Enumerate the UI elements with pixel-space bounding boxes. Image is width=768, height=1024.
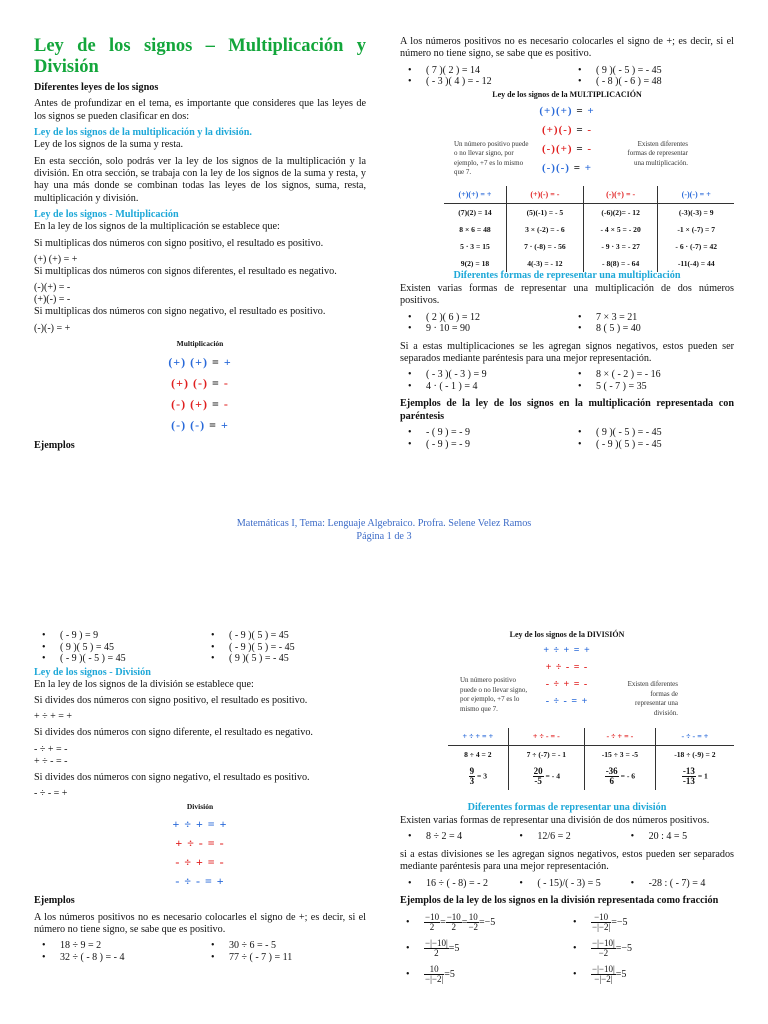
- table-header: (-)(+) = -: [583, 186, 658, 204]
- list-item: • ( 9 )( 5 ) = - 45: [203, 653, 366, 665]
- table-header: - ÷ + = -: [584, 728, 655, 746]
- mult-figure-row: (-) (+) = -: [171, 396, 229, 411]
- div-table-rules: [532, 642, 602, 710]
- page1-right-column: [400, 0, 734, 456]
- forms-list: [400, 312, 734, 335]
- frac-examples-list: [400, 912, 734, 986]
- page-gap: [0, 560, 768, 624]
- list-item: • $\frac{-10}{-|-2|}$ =−5: [567, 912, 734, 934]
- page1-left-column: [34, 0, 366, 456]
- mult-neg-text: Si multiplicas dos números con signo negativo, el resultado es positivo.: [34, 306, 326, 318]
- examples-heading: Ejemplos: [34, 439, 75, 451]
- section-paragraph: En esta sección, solo podrás ver la ley de los signos de la multiplicación y la división. En otra sección, se trabaja con la ley de los signos de la suma y resta, y hay una más donde se combinan todas las leyes de los signos, suma, resta, multiplicación y división.: [34, 155, 366, 204]
- list-item: • $\frac{10}{-|-2|}$ =5: [400, 964, 567, 986]
- mult-figure-row: (+) (+) = +: [168, 354, 232, 369]
- mult-positive-text: Si multiplicas dos números con signo positivo, el resultado es positivo.: [34, 237, 324, 249]
- rule-neg-neg: (-)(-) = +: [34, 322, 71, 334]
- table-header: (-)(-) = +: [658, 186, 734, 204]
- list-item: • 5 ( - 7 ) = 35: [570, 381, 734, 393]
- div-note-right: Existen diferentes formas de representar una división.: [627, 680, 678, 717]
- div-table-title: Ley de los signos de la DIVISIÓN: [509, 630, 625, 639]
- list-item: • -28 : ( - 7) = 4: [623, 878, 734, 890]
- div-figure-row: - ÷ - = +: [175, 874, 225, 889]
- div-figure-title: División: [186, 802, 214, 812]
- forms-heading: Diferentes formas de representar una multiplicación: [453, 269, 681, 281]
- table-header: (+)(-) = -: [506, 186, 583, 204]
- rule-neg-pos: (-)(+) = -: [34, 282, 71, 294]
- intro-paragraph: Antes de profundizar en el tema, es importante que consideres que las leyes de los signos se pueden clasificar en dos:: [34, 98, 366, 122]
- paren-list: [400, 427, 734, 450]
- div-table-rule: - ÷ - = +: [545, 696, 589, 707]
- list-item: • 4 · ( - 1 ) = 4: [400, 381, 564, 393]
- list-item: • 77 ÷ ( - 7 ) = 11: [203, 952, 366, 964]
- div-rule-pos-neg: + ÷ - = -: [34, 755, 68, 767]
- table-header: + ÷ - = -: [508, 728, 584, 746]
- mult-diff-text: Si multiplicas dos números con signos diferentes, el resultado es negativo.: [34, 266, 337, 278]
- div-law-table-figure: [400, 630, 734, 802]
- table-header-row: [448, 728, 734, 746]
- list-item: • ( - 9 )( 5 ) = 45: [203, 630, 366, 642]
- table-row: 8 ÷ 4 = 2 7 ÷ (-7) = - 1 -15 ÷ 3 = -5 -18 ÷ (-9) = 2: [448, 746, 734, 764]
- mult-figure-row: (+) (-) = -: [171, 375, 229, 390]
- mult-figure-title: Multiplicación: [176, 338, 224, 348]
- page2-right-column: [400, 624, 734, 988]
- div-heading: Ley de los signos - División: [34, 666, 151, 678]
- list-item: • ( - 3 )( - 3 ) = 9: [400, 369, 564, 381]
- mult-signs-figure: [140, 339, 260, 436]
- list-item: • ( - 9 ) = 9: [34, 630, 197, 642]
- list-item: • ( - 9 )( 5 ) = - 45: [570, 439, 734, 451]
- table-row: (7)(2) = 14 (5)(-1) = - 5 (-6)(2)= - 12 (-3)(-3) = 9: [444, 203, 734, 221]
- mult-table-rule: (-)(+) = -: [541, 142, 593, 155]
- paren-heading: Ejemplos de la ley de los signos en la multiplicación representada con paréntesis: [400, 398, 734, 422]
- div-diff-text: Si divides dos números con signo diferente, el resultado es negativo.: [34, 727, 313, 739]
- div-forms-text: Existen varias formas de representar una división de dos números positivos.: [400, 815, 710, 826]
- page-footer: [0, 518, 768, 543]
- list-item: • ( - 9 )( - 5 ) = 45: [34, 653, 197, 665]
- mult-intro: En la ley de los signos de la multiplicación se establece que:: [34, 221, 280, 233]
- div-rule-neg-pos: - ÷ + = -: [34, 743, 68, 755]
- law-mult-div-link[interactable]: Ley de los signos de la multiplicación y la división.: [34, 127, 252, 139]
- table-row: 5 · 3 = 15 7 · (-8) = - 56 - 9 · 3 = - 27 - 6 · (-7) = 42: [444, 238, 734, 255]
- div-intro: En la ley de los signos de la división se establece que:: [34, 678, 254, 690]
- mult-examples-table: [444, 186, 734, 272]
- list-item: • 8 ÷ 2 = 4: [400, 831, 511, 843]
- list-item: • ( - 8 )( - 6 ) = 48: [570, 76, 734, 88]
- div-note-left: Un número positivo puede o no llevar signo, por ejemplo, +7 es lo mismo que 7.: [460, 676, 528, 713]
- diff-laws-heading: Diferentes leyes de los signos: [34, 82, 159, 93]
- footer-credit: Matemáticas I, Tema: Lenguaje Algebraico. Profra. Selene Velez Ramos: [236, 518, 532, 529]
- list-item: • 12/6 = 2: [511, 831, 622, 843]
- list-item: • $\frac{-|-10|}{2}$ =5: [400, 938, 567, 960]
- mult-note-right: Existen diferentes formas de representar una multiplicación.: [627, 139, 688, 167]
- div-examples-heading: Ejemplos: [34, 895, 75, 907]
- div-signs-figure: [145, 802, 255, 891]
- table-header: - ÷ - = +: [655, 728, 734, 746]
- list-item: • ( 2 )( 6 ) = 12: [400, 312, 564, 324]
- list-item: • ( 9 )( - 5 ) = - 45: [570, 65, 734, 77]
- list-item: • ( 9 )( 5 ) = 45: [34, 642, 197, 654]
- mult-table-rule: (-)(-) = +: [541, 161, 593, 174]
- neg-text: Si a estas multiplicaciones se les agregan signos negativos, estos pueden ser separados mediante paréntesis para una mejor representación.: [400, 340, 734, 365]
- list-item: • 7 × 3 = 21: [570, 312, 734, 324]
- list-item: • 8 ( 5 ) = 40: [570, 323, 734, 335]
- mult-examples-list: [400, 65, 734, 88]
- mult-table-title: Ley de los signos de la MULTIPLICACIÓN: [492, 89, 642, 99]
- mult-note-left: Un número positivo puede o no llevar signo, por ejemplo, +7 es lo mismo que 7.: [454, 139, 529, 177]
- list-item: • 8 × ( - 2 ) = - 16: [570, 369, 734, 381]
- list-item: • $\frac{-|-10|}{-|-2|}$ =5: [567, 964, 734, 986]
- list-item: • 32 ÷ ( - 8 ) = - 4: [34, 952, 197, 964]
- div-table-rule: + ÷ - = -: [545, 662, 589, 673]
- frac-heading: Ejemplos de la ley de los signos en la división representada como fracción: [400, 895, 719, 907]
- div-forms-list: [400, 831, 734, 843]
- div-examples-table: [448, 728, 734, 790]
- div-table-rule: - ÷ + = -: [545, 679, 589, 690]
- table-row: 9(2) = 18 4(-3) = - 12 - 8(8) = - 64 -11(-4) = 44: [444, 255, 734, 272]
- list-item: • $\frac{-10}{2}$ = $\frac{-10}{2}$ = $\frac{10}{-2}$ =−5: [400, 912, 567, 934]
- div-rule-pos-pos: + ÷ + = +: [34, 711, 73, 723]
- table-header: (+)(+) = +: [444, 186, 506, 204]
- div-examples-intro: A los números positivos no es necesario colocarles el signo de +; es decir, si el número no tiene signo, se sabe que es positivo.: [34, 911, 366, 935]
- mult-table-rules: [532, 102, 602, 178]
- mult-table-rule: (+)(+) = +: [539, 104, 595, 117]
- div-examples-list: [34, 940, 366, 963]
- div-neg-text: Si divides dos números con signo negativo, el resultado es positivo.: [34, 771, 310, 783]
- page-number: Página 1 de 3: [356, 530, 412, 542]
- page-2: [0, 624, 768, 1024]
- list-item: • 30 ÷ 6 = - 5: [203, 940, 366, 952]
- neg-list: [400, 369, 734, 392]
- div-figure-row: - ÷ + = -: [175, 855, 225, 870]
- list-item: • 16 ÷ ( - 8) = - 2: [400, 878, 511, 890]
- table-row: $\frac{9}{3}$ = 3 $\frac{20}{-5}$ = - 4 $\frac{-36}{6}$ = - 6 $\frac{-13}{-13}$ = 1: [448, 763, 734, 790]
- div-rule-neg-neg: - ÷ - = +: [34, 788, 68, 800]
- mult-more-examples-list: [34, 630, 366, 665]
- list-item: • ( 9 )( - 5 ) = - 45: [570, 427, 734, 439]
- list-item: • ( - 9 ) = - 9: [400, 439, 564, 451]
- rule-pos-neg: (+)(-) = -: [34, 294, 71, 306]
- table-header: + ÷ + = +: [448, 728, 508, 746]
- list-item: • ( - 3 )( 4 ) = - 12: [400, 76, 564, 88]
- list-item: • ( - 15)/( - 3) = 5: [511, 878, 622, 890]
- positive-note: A los números positivos no es necesario colocarles el signo de +; es decir, si el número no tiene signo, se sabe que es positivo.: [400, 36, 734, 60]
- list-item: • 18 ÷ 9 = 2: [34, 940, 197, 952]
- div-neg-list: [400, 878, 734, 890]
- div-forms-heading: Diferentes formas de representar una división: [467, 802, 667, 813]
- mult-law-table-figure: [400, 90, 734, 270]
- page2-left-column: [34, 624, 366, 969]
- forms-text: Existen varias formas de representar una multiplicación de dos números positivos.: [400, 282, 734, 307]
- list-item: • $\frac{-|-10|}{-2}$ =−5: [567, 938, 734, 960]
- table-row: 8 × 6 = 48 3 × (-2) = - 6 - 4 × 5 = - 20 -1 × (-7) = 7: [444, 221, 734, 238]
- div-positive-text: Si divides dos números con signo positivo, el resultado es positivo.: [34, 694, 308, 706]
- mult-table-rule: (+)(-) = -: [541, 123, 593, 136]
- list-item: • - ( 9 ) = - 9: [400, 427, 564, 439]
- mult-heading: Ley de los signos - Multiplicación: [34, 209, 179, 221]
- list-item: • 20 : 4 = 5: [623, 831, 734, 843]
- list-item: • ( 7 )( 2 ) = 14: [400, 65, 564, 77]
- div-figure-row: + ÷ + = +: [172, 817, 228, 832]
- law-sum-text: Ley de los signos de la suma y resta.: [34, 139, 184, 151]
- list-item: • ( - 9 )( 5 ) = - 45: [203, 642, 366, 654]
- rule-pos-pos: (+) (+) = +: [34, 254, 78, 266]
- mult-figure-row: (-) (-) = +: [171, 417, 229, 432]
- list-item: • 9 · 10 = 90: [400, 323, 564, 335]
- div-neg-text: si a estas divisiones se les agregan signos negativos, estos pueden ser separados mediante paréntesis para una mejor representación.: [400, 848, 734, 873]
- div-figure-row: + ÷ - = -: [175, 836, 225, 851]
- div-table-rule: + ÷ + = +: [543, 645, 591, 656]
- table-header-row: [444, 186, 734, 204]
- page-title: Ley de los signos – Multiplicación y División: [34, 36, 366, 77]
